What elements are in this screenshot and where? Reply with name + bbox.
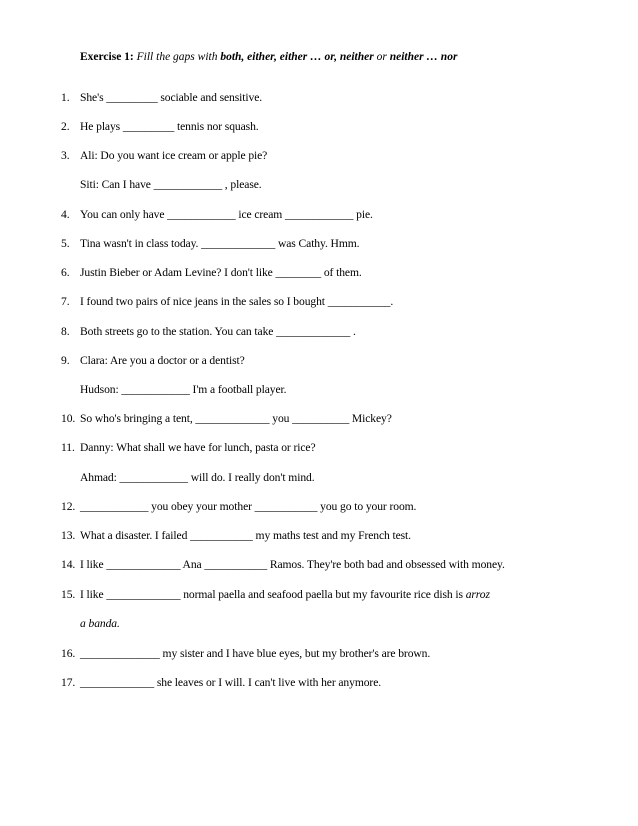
- item-number: 2.: [61, 120, 70, 133]
- item-number: 13.: [61, 529, 76, 542]
- item-number: 4.: [61, 208, 70, 221]
- item-number: 5.: [61, 237, 70, 250]
- item-number: 11.: [61, 441, 75, 454]
- item-number: 16.: [61, 647, 76, 660]
- item-text-wrapping: [80, 588, 490, 601]
- item-text: He plays _________ tennis nor squash.: [80, 120, 259, 133]
- exercise-heading: [80, 51, 457, 63]
- item-text-italic: a banda.: [80, 617, 120, 630]
- instruction-or: or: [373, 51, 390, 63]
- item-text: Ali: Do you want ice cream or apple pie?: [80, 149, 268, 162]
- item-text: I found two pairs of nice jeans in the sales so I bought ___________.: [80, 295, 394, 308]
- item-text: I like _____________ Ana ___________ Ramos. They're both bad and obsessed with money.: [80, 558, 505, 571]
- item-text: Tina wasn't in class today. _____________ was Cathy. Hmm.: [80, 237, 360, 250]
- item-text: Siti: Can I have ____________ , please.: [80, 178, 262, 191]
- item-number: 7.: [61, 295, 70, 308]
- item-text: ______________ my sister and I have blue eyes, but my brother's are brown.: [80, 647, 431, 660]
- item-text: Both streets go to the station. You can take _____________ .: [80, 325, 356, 338]
- item-number: 8.: [61, 325, 70, 338]
- instruction-keyword-neither-nor: neither … nor: [389, 51, 458, 63]
- item-number: 10.: [61, 412, 76, 425]
- item-text: Hudson: ____________ I'm a football player.: [80, 383, 287, 396]
- item-text: I like _____________ normal paella and seafood paella but my favourite rice dish is: [80, 588, 466, 601]
- item-text: So who's bringing a tent, _____________ you __________ Mickey?: [80, 412, 392, 425]
- item-number: 6.: [61, 266, 70, 279]
- item-text: Justin Bieber or Adam Levine? I don't like ________ of them.: [80, 266, 362, 279]
- item-text: You can only have ____________ ice cream ____________ pie.: [80, 208, 373, 221]
- item-number: 1.: [61, 91, 70, 104]
- item-text: Danny: What shall we have for lunch, pasta or rice?: [80, 441, 316, 454]
- item-number: 15.: [61, 588, 76, 601]
- instruction-keywords: both, either, either … or, neither: [220, 51, 374, 63]
- item-text: She's _________ sociable and sensitive.: [80, 91, 263, 104]
- item-text: _____________ she leaves or I will. I can't live with her anymore.: [80, 676, 382, 689]
- item-number: 14.: [61, 558, 76, 571]
- exercise-title: Exercise 1:: [80, 51, 134, 63]
- item-text: What a disaster. I failed ___________ my maths test and my French test.: [80, 529, 411, 542]
- item-number: 9.: [61, 354, 70, 367]
- item-number: 3.: [61, 149, 70, 162]
- item-text: ____________ you obey your mother ___________ you go to your room.: [80, 500, 417, 513]
- item-text: Ahmad: ____________ will do. I really don't mind.: [80, 471, 315, 484]
- item-number: 17.: [61, 676, 76, 689]
- instruction-text: Fill the gaps with: [133, 51, 221, 63]
- item-number: 12.: [61, 500, 76, 513]
- item-text-italic: arroz: [465, 588, 490, 601]
- item-text: Clara: Are you a doctor or a dentist?: [80, 354, 245, 367]
